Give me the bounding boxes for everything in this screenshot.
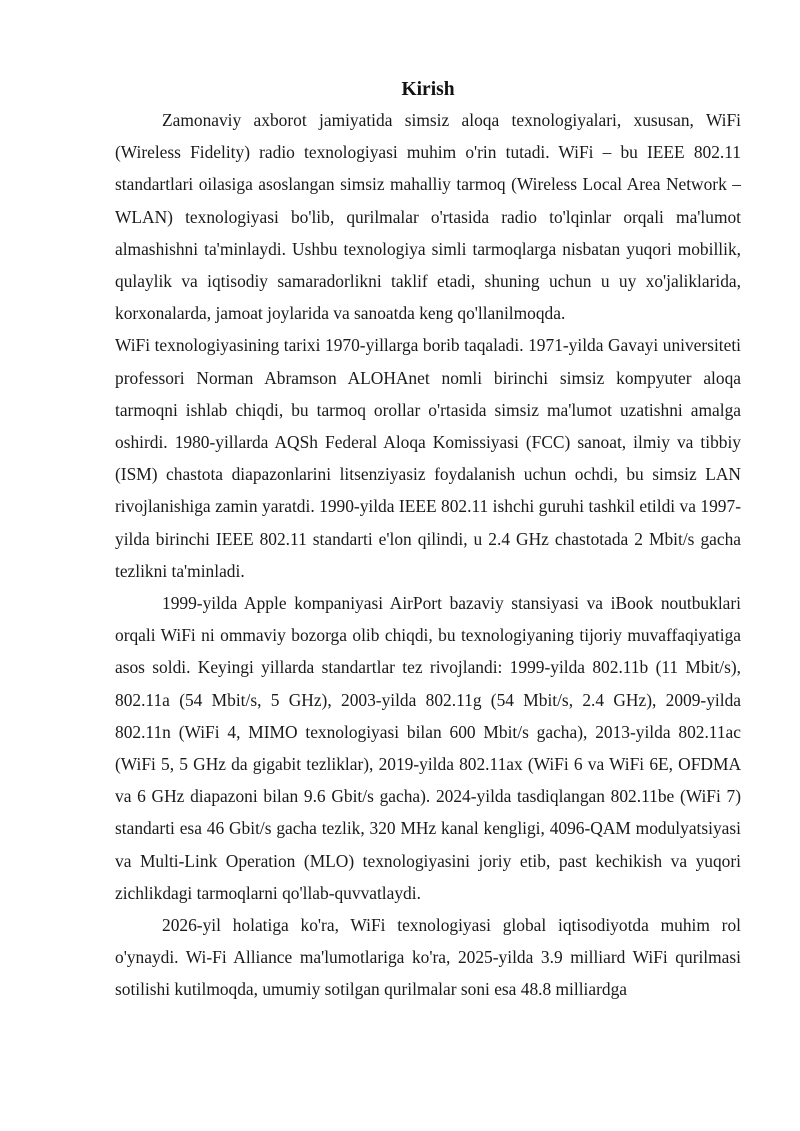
- section-title: Kirish: [401, 79, 455, 100]
- document-body: [115, 76, 741, 1006]
- paragraph-market: 2026-yil holatiga ko'ra, WiFi texnologiyasi global iqtisodiyotda muhim rol o'ynaydi. Wi-Fi Alliance ma'lumotlariga ko'ra, 2025-yilda 3.9 milliard WiFi qurilmasi sotilishi kutilmoqda, umumiy sotilgan qurilmalar soni esa 48.8 milliardga: [115, 915, 741, 1000]
- paragraph-introduction: Zamonaviy axborot jamiyatida simsiz aloqa texnologiyalari, xususan, WiFi (Wireless Fidelity) radio texnologiyasi muhim o'rin tutadi. WiFi – bu IEEE 802.11 standartlari oilasiga asoslangan simsiz mahalliy tarmoq (Wireless Local Area Network – WLAN) texnologiyasi bo'lib, qurilmalar o'rtasida radio to'lqinlar orqali ma'lumot almashishni ta'minlaydi. Ushbu texnologiya simli tarmoqlarga nisbatan yuqori mobillik, qulaylik va iqtisodiy samaradorlikni taklif etadi, shuning uchun u uy xo'jaliklarida, korxonalarda, jamoat joylarida va sanoatda keng qo'llanilmoqda.: [115, 110, 741, 324]
- paragraph-history: WiFi texnologiyasining tarixi 1970-yillarga borib taqaladi. 1971-yilda Gavayi universiteti professori Norman Abramson ALOHAnet nomli birinchi simsiz kompyuter aloqa tarmoqni ishlab chiqdi, bu tarmoq orollar o'rtasida simsiz ma'lumot uzatishni amalga oshirdi. 1980-yillarda AQSh Federal Aloqa Komissiyasi (FCC) sanoat, ilmiy va tibbiy (ISM) chastota diapazonlarini litsenziyasiz foydalanish uchun ochdi, bu simsiz LAN rivojlanishiga zamin yaratdi. 1990-yilda IEEE 802.11 ishchi guruhi tashkil etildi va 1997-yilda birinchi IEEE 802.11 standarti e'lon qilindi, u 2.4 GHz chastotada 2 Mbit/s gacha tezlikni ta'minladi.: [115, 335, 741, 581]
- paragraph-standards: 1999-yilda Apple kompaniyasi AirPort bazaviy stansiyasi va iBook noutbuklari orqali WiFi ni ommaviy bozorga olib chiqdi, bu texnologiyaning tijoriy muvaffaqiyatiga asos soldi. Keyingi yillarda standartlar tez rivojlandi: 1999-yilda 802.11b (11 Mbit/s), 802.11a (54 Mbit/s, 5 GHz), 2003-yilda 802.11g (54 Mbit/s, 2.4 GHz), 2009-yilda 802.11n (WiFi 4, MIMO texnologiyasi bilan 600 Mbit/s gacha), 2013-yilda 802.11ac (WiFi 5, 5 GHz da gigabit tezliklar), 2019-yilda 802.11ax (WiFi 6 va WiFi 6E, OFDMA va 6 GHz diapazoni bilan 9.6 Gbit/s gacha). 2024-yilda tasdiqlangan 802.11be (WiFi 7) standarti esa 46 Gbit/s gacha tezlik, 320 MHz kanal kengligi, 4096-QAM modulyatsiyasi va Multi-Link Operation (MLO) texnologiyasini joriy etib, past kechikish va yuqori zichlikdagi tarmoqlarni qo'llab-quvvatlaydi.: [115, 593, 741, 903]
